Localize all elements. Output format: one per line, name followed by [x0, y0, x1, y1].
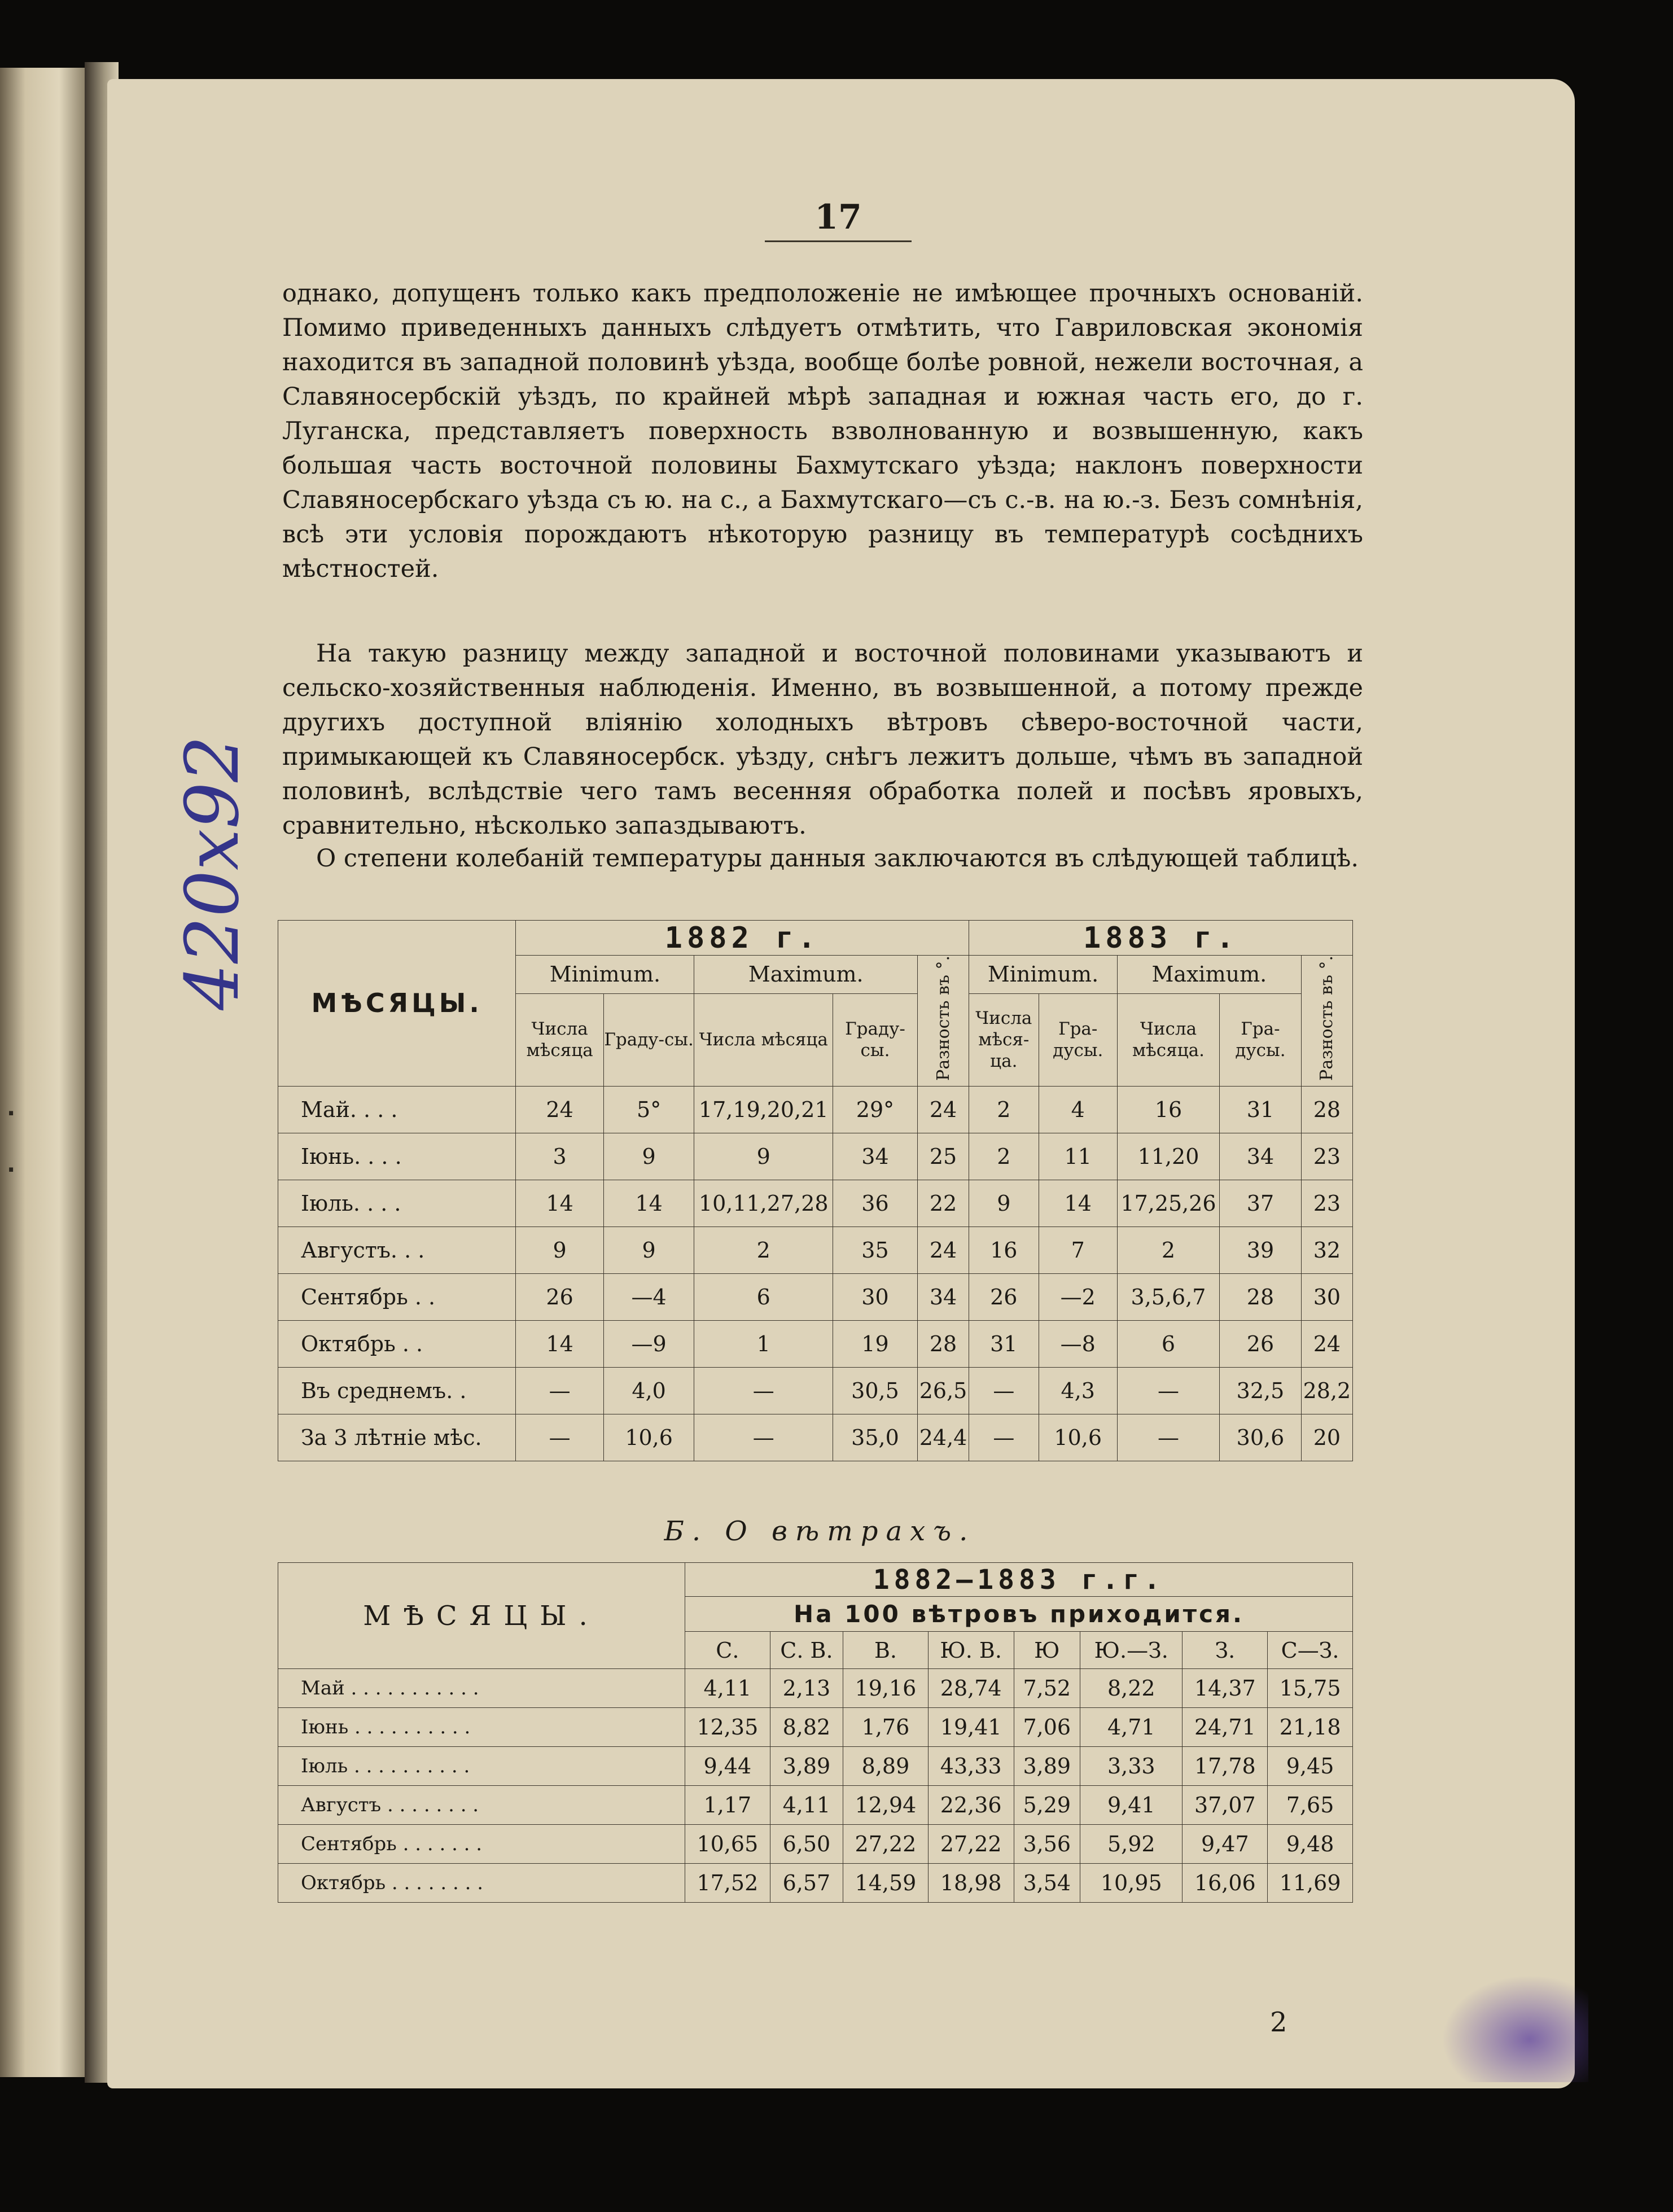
paragraph-3: О степени колебаній температуры данныя заключаются въ слѣдующей таблицѣ.	[316, 844, 1359, 873]
value-cell: 4,11	[770, 1786, 843, 1825]
value-cell: 31	[1220, 1086, 1302, 1133]
table-row	[278, 1180, 1353, 1227]
value-cell: 36	[833, 1180, 917, 1227]
signature-mark: 2	[1270, 2007, 1287, 2038]
value-cell: 23	[1301, 1133, 1352, 1180]
value-cell: 7,06	[1014, 1708, 1080, 1747]
value-cell: 30,5	[833, 1367, 917, 1414]
value-cell: 28,74	[928, 1669, 1014, 1708]
value-cell: 3,89	[770, 1747, 843, 1786]
value-cell: 8,89	[843, 1747, 929, 1786]
months-header: МѢСЯЦЫ.	[278, 921, 516, 1087]
value-cell: 20	[1301, 1414, 1352, 1461]
value-cell: 3	[516, 1133, 603, 1180]
value-cell: 14	[1039, 1180, 1117, 1227]
month-cell: Іюнь . . . . . . . . . .	[278, 1708, 685, 1747]
value-cell: 19	[833, 1320, 917, 1367]
value-cell: 3,56	[1014, 1825, 1080, 1864]
value-cell: —	[969, 1414, 1039, 1461]
page-number-rule	[765, 240, 912, 242]
table-row	[278, 1864, 1353, 1903]
page-number: 17	[814, 198, 862, 237]
paragraph-2: На такую разницу между западной и восточной половинами указываютъ и сельско-хозяйственныя наблюденія. Именно, въ возвышенной, а потому прежде другихъ доступной вліянію холодныхъ вѣтровъ сѣверо-восточной части, примыкающей къ Славяносербск. уѣзду, снѣгъ лежитъ дольше, чѣмъ въ западной половинѣ, вслѣдствіе чего тамъ весенняя обработка полей и посѣвъ яровыхъ, сравнительно, нѣсколько запаздываютъ.	[282, 639, 1363, 840]
table-row	[278, 1414, 1353, 1461]
table-row	[278, 1227, 1353, 1273]
value-cell: 14,59	[843, 1864, 929, 1903]
direction-header: С—З.	[1268, 1632, 1353, 1669]
value-cell: 3,54	[1014, 1864, 1080, 1903]
value-cell: 8,82	[770, 1708, 843, 1747]
value-cell: 34	[833, 1133, 917, 1180]
value-cell: 16,06	[1183, 1864, 1268, 1903]
month-cell: Сентябрь . .	[278, 1273, 516, 1320]
value-cell: 1	[694, 1320, 833, 1367]
value-cell: 28	[1301, 1086, 1352, 1133]
value-cell: 25	[918, 1133, 969, 1180]
value-cell: 27,22	[843, 1825, 929, 1864]
value-cell: 5,29	[1014, 1786, 1080, 1825]
value-cell: 19,16	[843, 1669, 929, 1708]
value-cell: 22	[918, 1180, 969, 1227]
value-cell: 9,48	[1268, 1825, 1353, 1864]
value-cell: 6,50	[770, 1825, 843, 1864]
value-cell: 26	[516, 1273, 603, 1320]
month-cell: Сентябрь . . . . . . .	[278, 1825, 685, 1864]
value-cell: 34	[1220, 1133, 1302, 1180]
value-cell: 15,75	[1268, 1669, 1353, 1708]
value-cell: 9,45	[1268, 1747, 1353, 1786]
value-cell: 24	[1301, 1320, 1352, 1367]
value-cell: 3,33	[1080, 1747, 1183, 1786]
value-cell: 9	[603, 1133, 694, 1180]
difference-header: Разность въ °.	[918, 956, 969, 1087]
table-row	[278, 1320, 1353, 1367]
paragraph-1: однако, допущенъ только какъ предположеніе не имѣющее прочныхъ основаній. Помимо приведенныхъ данныхъ слѣдуетъ отмѣтить, что Гавриловская экономія находится въ западной половинѣ уѣзда, вообще болѣе ровной, нежели восточная, а Славяносербскій уѣздъ, по крайней мѣрѣ западная и южная часть его, до г. Луганска, представляетъ поверхность взволнованную и возвышенную, какъ большая часть восточной половины Бахмутскаго уѣзда; наклонъ поверхности Славяносербскаго уѣзда съ ю. на с., а Бахмутскаго—съ с.-в. на ю.-з. Безъ сомнѣнія, всѣ эти условія порождаютъ нѣкоторую разницу въ температурѣ сосѣднихъ мѣстностей.	[282, 279, 1363, 583]
value-cell: 5°	[603, 1086, 694, 1133]
value-cell: —2	[1039, 1273, 1117, 1320]
wind-table	[278, 1562, 1353, 1903]
col-header-day: Числа мѣсяца	[516, 993, 603, 1086]
maximum-header: Maximum.	[1117, 956, 1301, 994]
value-cell: 17,25,26	[1117, 1180, 1219, 1227]
value-cell: 9,44	[685, 1747, 770, 1786]
value-cell: 4	[1039, 1086, 1117, 1133]
value-cell: 1,17	[685, 1786, 770, 1825]
minimum-header: Minimum.	[969, 956, 1118, 994]
value-cell: 24	[516, 1086, 603, 1133]
direction-header: С.	[685, 1632, 770, 1669]
facing-page-mark: ·	[7, 1101, 16, 1127]
value-cell: 11,69	[1268, 1864, 1353, 1903]
value-cell: 4,0	[603, 1367, 694, 1414]
value-cell: 34	[918, 1273, 969, 1320]
table-row	[278, 1133, 1353, 1180]
minimum-header: Minimum.	[516, 956, 694, 994]
month-cell: Октябрь . . . . . . . .	[278, 1864, 685, 1903]
month-cell: Іюнь. . . .	[278, 1133, 516, 1180]
value-cell: 10,65	[685, 1825, 770, 1864]
direction-header: Ю. В.	[928, 1632, 1014, 1669]
value-cell: 31	[969, 1320, 1039, 1367]
col-header-day: Числа мѣсяца.	[1117, 993, 1219, 1086]
temperature-table	[278, 920, 1353, 1461]
value-cell: 26	[969, 1273, 1039, 1320]
years-header: 1882—1883 г.г.	[685, 1563, 1353, 1597]
value-cell: 39	[1220, 1227, 1302, 1273]
value-cell: 14	[603, 1180, 694, 1227]
table-row	[278, 1086, 1353, 1133]
direction-header: Ю.—З.	[1080, 1632, 1183, 1669]
value-cell: 35	[833, 1227, 917, 1273]
value-cell: 3,89	[1014, 1747, 1080, 1786]
value-cell: 35,0	[833, 1414, 917, 1461]
value-cell: —	[1117, 1367, 1219, 1414]
value-cell: 7,52	[1014, 1669, 1080, 1708]
value-cell: 29°	[833, 1086, 917, 1133]
year-1883-header: 1883 г.	[969, 921, 1353, 956]
month-cell: Май. . . .	[278, 1086, 516, 1133]
value-cell: 19,41	[928, 1708, 1014, 1747]
value-cell: 14	[516, 1180, 603, 1227]
direction-header: З.	[1183, 1632, 1268, 1669]
value-cell: 37	[1220, 1180, 1302, 1227]
table-row	[278, 1273, 1353, 1320]
value-cell: 16	[1117, 1086, 1219, 1133]
value-cell: —	[694, 1367, 833, 1414]
value-cell: 32	[1301, 1227, 1352, 1273]
value-cell: 26,5	[918, 1367, 969, 1414]
col-header-degrees: Гра-дусы.	[1220, 993, 1302, 1086]
month-cell: Май . . . . . . . . . . .	[278, 1669, 685, 1708]
value-cell: 6	[1117, 1320, 1219, 1367]
col-header-day: Числа мѣсяца	[694, 993, 833, 1086]
value-cell: —9	[603, 1320, 694, 1367]
month-cell: Іюль . . . . . . . . . .	[278, 1747, 685, 1786]
value-cell: 17,52	[685, 1864, 770, 1903]
direction-header: С. В.	[770, 1632, 843, 1669]
table-row	[278, 1708, 1353, 1747]
value-cell: —	[969, 1367, 1039, 1414]
value-cell: 30	[1301, 1273, 1352, 1320]
value-cell: 28	[918, 1320, 969, 1367]
table-row	[278, 1367, 1353, 1414]
value-cell: 12,94	[843, 1786, 929, 1825]
col-header-degrees: Гра-дусы.	[1039, 993, 1117, 1086]
value-cell: 27,22	[928, 1825, 1014, 1864]
value-cell: 17,19,20,21	[694, 1086, 833, 1133]
value-cell: 24	[918, 1227, 969, 1273]
year-1882-header: 1882 г.	[516, 921, 969, 956]
difference-header: Разность въ °.	[1301, 956, 1352, 1087]
value-cell: 7,65	[1268, 1786, 1353, 1825]
value-cell: —	[516, 1414, 603, 1461]
value-cell: 30,6	[1220, 1414, 1302, 1461]
value-cell: 10,6	[1039, 1414, 1117, 1461]
value-cell: 21,18	[1268, 1708, 1353, 1747]
value-cell: 28	[1220, 1273, 1302, 1320]
value-cell: —4	[603, 1273, 694, 1320]
value-cell: 22,36	[928, 1786, 1014, 1825]
col-header-degrees: Граду-сы.	[603, 993, 694, 1086]
value-cell: 43,33	[928, 1747, 1014, 1786]
value-cell: 18,98	[928, 1864, 1014, 1903]
value-cell: 9	[969, 1180, 1039, 1227]
value-cell: —8	[1039, 1320, 1117, 1367]
value-cell: —	[516, 1367, 603, 1414]
value-cell: 4,71	[1080, 1708, 1183, 1747]
value-cell: 11,20	[1117, 1133, 1219, 1180]
value-cell: 9,41	[1080, 1786, 1183, 1825]
month-cell: За 3 лѣтніе мѣс.	[278, 1414, 516, 1461]
direction-header: В.	[843, 1632, 929, 1669]
col-header-day: Числа мѣся-ца.	[969, 993, 1039, 1086]
value-cell: 4,11	[685, 1669, 770, 1708]
month-cell: Августъ. . .	[278, 1227, 516, 1273]
value-cell: 24,71	[1183, 1708, 1268, 1747]
table-row	[278, 1786, 1353, 1825]
handwritten-shelfmark: 420x92	[169, 735, 255, 1010]
col-header-degrees: Граду-сы.	[833, 993, 917, 1086]
value-cell: 6,57	[770, 1864, 843, 1903]
value-cell: 9	[694, 1133, 833, 1180]
month-cell: Іюль. . . .	[278, 1180, 516, 1227]
months-header: МѢСЯЦЫ.	[278, 1563, 685, 1669]
month-cell: Августъ . . . . . . . .	[278, 1786, 685, 1825]
value-cell: 11	[1039, 1133, 1117, 1180]
value-cell: 4,3	[1039, 1367, 1117, 1414]
facing-page-mark: ·	[7, 1157, 16, 1183]
value-cell: 2,13	[770, 1669, 843, 1708]
value-cell: 2	[969, 1133, 1039, 1180]
value-cell: 14,37	[1183, 1669, 1268, 1708]
value-cell: —	[694, 1414, 833, 1461]
table-row	[278, 1747, 1353, 1786]
value-cell: —	[1117, 1414, 1219, 1461]
value-cell: 26	[1220, 1320, 1302, 1367]
value-cell: 23	[1301, 1180, 1352, 1227]
value-cell: 9,47	[1183, 1825, 1268, 1864]
value-cell: 24,4	[918, 1414, 969, 1461]
value-cell: 16	[969, 1227, 1039, 1273]
value-cell: 9	[516, 1227, 603, 1273]
value-cell: 14	[516, 1320, 603, 1367]
maximum-header: Maximum.	[694, 956, 918, 994]
value-cell: 30	[833, 1273, 917, 1320]
value-cell: 10,95	[1080, 1864, 1183, 1903]
value-cell: 5,92	[1080, 1825, 1183, 1864]
value-cell: 7	[1039, 1227, 1117, 1273]
value-cell: 3,5,6,7	[1117, 1273, 1219, 1320]
value-cell: 6	[694, 1273, 833, 1320]
section-title: Б. О вѣтрахъ.	[664, 1515, 976, 1547]
value-cell: 2	[969, 1086, 1039, 1133]
winds-subtitle: На 100 вѣтровъ приходится.	[685, 1597, 1353, 1632]
value-cell: 28,2	[1301, 1367, 1352, 1414]
value-cell: 2	[1117, 1227, 1219, 1273]
value-cell: 10,6	[603, 1414, 694, 1461]
direction-header: Ю	[1014, 1632, 1080, 1669]
value-cell: 8,22	[1080, 1669, 1183, 1708]
table-row	[278, 1825, 1353, 1864]
value-cell: 1,76	[843, 1708, 929, 1747]
value-cell: 17,78	[1183, 1747, 1268, 1786]
value-cell: 12,35	[685, 1708, 770, 1747]
facing-page-edge	[0, 68, 85, 2077]
month-cell: Въ среднемъ. .	[278, 1367, 516, 1414]
value-cell: 10,11,27,28	[694, 1180, 833, 1227]
value-cell: 2	[694, 1227, 833, 1273]
value-cell: 9	[603, 1227, 694, 1273]
table-row	[278, 1669, 1353, 1708]
value-cell: 37,07	[1183, 1786, 1268, 1825]
value-cell: 24	[918, 1086, 969, 1133]
ink-stain	[1442, 1975, 1588, 2082]
value-cell: 32,5	[1220, 1367, 1302, 1414]
month-cell: Октябрь . .	[278, 1320, 516, 1367]
